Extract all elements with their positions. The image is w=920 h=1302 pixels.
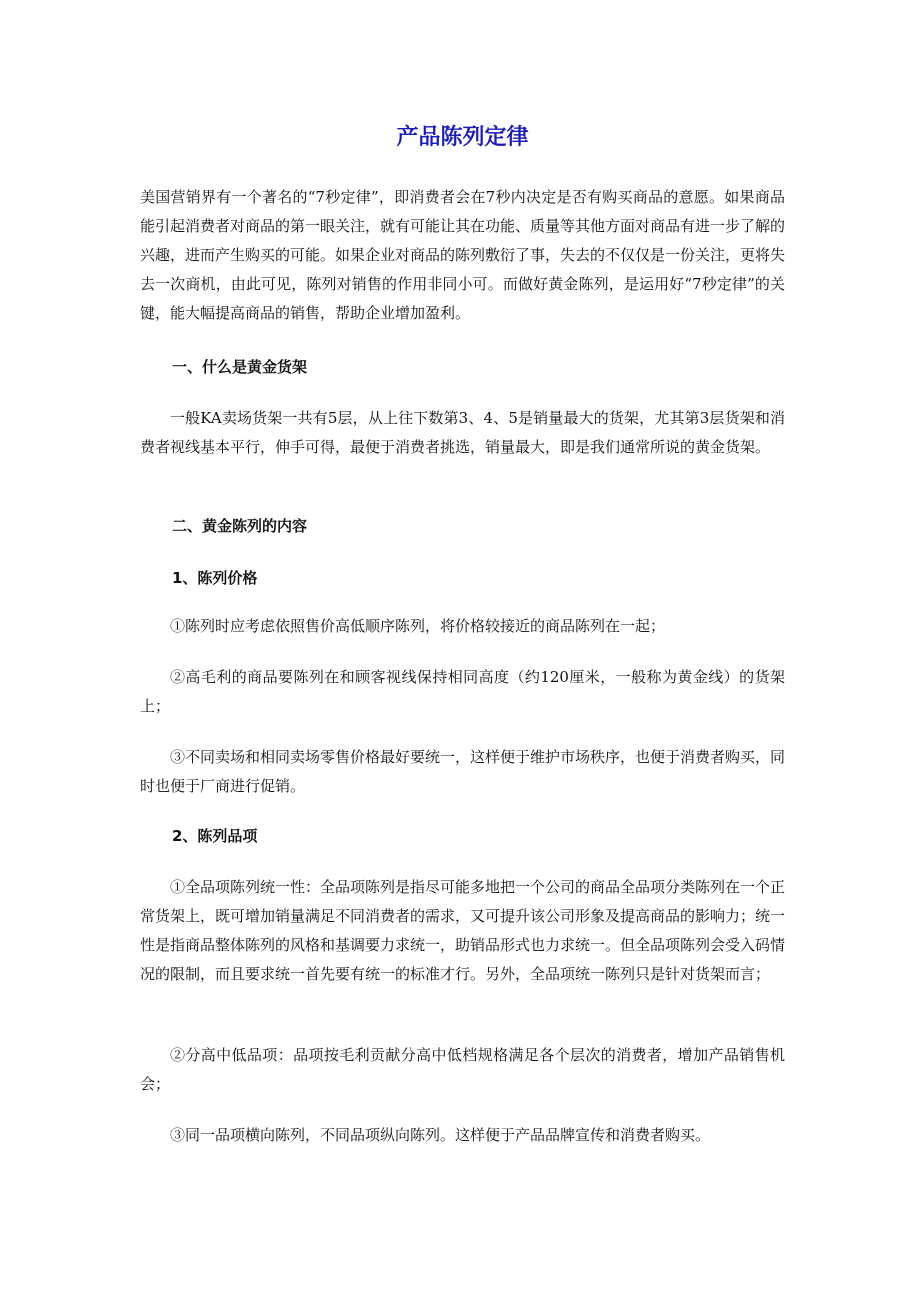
item-point-2: ②分高中低品项：品项按毛利贡献分高中低档规格满足各个层次的消费者，增加产品销售机会； [140,1046,785,1093]
subheading-price: 1、陈列价格 [172,569,258,587]
item-point-3: ③同一品项横向陈列，不同品项纵向陈列。这样便于产品品牌宣传和消费者购买。 [170,1126,711,1144]
section-heading-1: 一、什么是黄金货架 [172,358,308,376]
page-title: 产品陈列定律 [396,125,529,150]
section-heading-2: 二、黄金陈列的内容 [172,517,308,535]
price-point-3: ③不同卖场和相同卖场零售价格最好要统一，这样便于维护市场秩序，也便于消费者购买，同时也便于厂商进行促销。 [140,748,786,795]
section-1-paragraph: 一般KA卖场货架一共有5层，从上往下数第3、4、5是销量最大的货架，尤其第3层货架和消费者视线基本平行，伸手可得，最便于消费者挑选，销量最大，即是我们通常所说的黄金货架。 [140,409,785,456]
intro-paragraph: 美国营销界有一个著名的“7秒定律”，即消费者会在7秒内决定是否有购买商品的意愿。如果商品能引起消费者对商品的第一眼关注，就有可能让其在功能、质量等其他方面对商品有进一步了解的兴趣，进而产生购买的可能。如果企业对商品的陈列敷衍了事，失去的不仅仅是一份关注，更将失去一次商机，由此可见，陈列对销售的作用非同小可。而做好黄金陈列，是运用好“7秒定律”的关键，能大幅提高商品的销售，帮助企业增加盈利。 [140,188,786,322]
price-point-1: ①陈列时应考虑依照售价高低顺序陈列，将价格较接近的商品陈列在一起； [170,617,666,635]
subheading-items: 2、陈列品项 [172,827,258,845]
price-point-2: ②高毛利的商品要陈列在和顾客视线保持相同高度（约120厘米，一般称为黄金线）的货架上； [140,668,785,715]
item-point-1: ①全品项陈列统一性：全品项陈列是指尽可能多地把一个公司的商品全品项分类陈列在一个正常货架上，既可增加销量满足不同消费者的需求，又可提升该公司形象及提高商品的影响力；统一性是指商品整体陈列的风格和基调要力求统一，助销品形式也力求统一。但全品项陈列会受入码情况的限制，而且要求统一首先要有统一的标准才行。另外，全品项统一陈列只是针对货架而言； [140,878,786,983]
